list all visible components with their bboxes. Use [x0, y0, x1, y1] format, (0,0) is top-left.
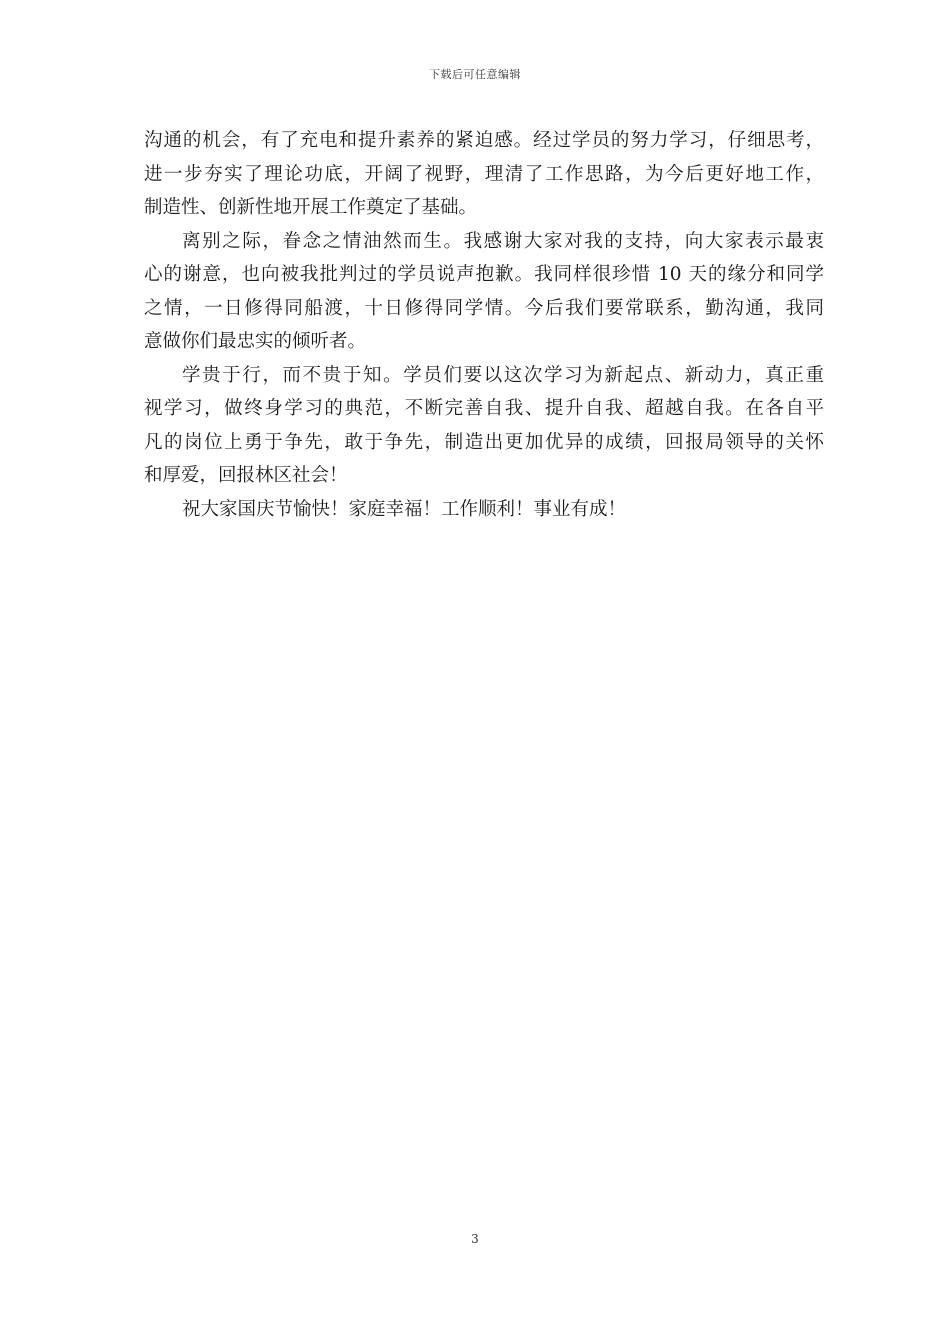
- paragraph-2-line-2: 心的谢意，也向被我批判过的学员说声抱歉。我同样很珍惜 10 天的缘分和同学: [144, 264, 824, 285]
- paragraph-2-line-3: 之情，一日修得同船渡，十日修得同学情。今后我们要常联系，勤沟通，我同: [144, 297, 824, 319]
- paragraph-2-line-1: 离别之际，眷念之情油然而生。我感谢大家对我的支持，向大家表示最衷: [182, 230, 824, 252]
- paragraph-1-line-3: 制造性、创新性地开展工作奠定了基础。: [144, 197, 478, 218]
- page-header: 下载后可任意编辑: [429, 68, 521, 81]
- paragraph-3-line-1: 学贵于行，而不贵于知。学员们要以这次学习为新起点、新动力，真正重: [182, 364, 824, 386]
- page-number: 3: [471, 1232, 479, 1246]
- document-body: [144, 124, 824, 526]
- paragraph-1-line-2: 进一步夯实了理论功底，开阔了视野，理清了工作思路，为今后更好地工作，: [144, 163, 824, 185]
- paragraph-2-line-4: 意做你们最忠实的倾听者。: [144, 331, 367, 352]
- paragraph-4-line-1: 祝大家国庆节愉快！家庭幸福！工作顺利！事业有成！: [182, 498, 627, 520]
- paragraph-3-line-4: 和厚爱，回报林区社会！: [144, 465, 348, 486]
- paragraph-3-line-2: 视学习，做终身学习的典范，不断完善自我、提升自我、超越自我。在各自平: [144, 398, 824, 419]
- paragraph-1-line-1: 沟通的机会，有了充电和提升素养的紧迫感。经过学员的努力学习，仔细思考，: [144, 130, 824, 151]
- paragraph-3-line-3: 凡的岗位上勇于争先，敢于争先，制造出更加优异的成绩，回报局领导的关怀: [144, 431, 824, 453]
